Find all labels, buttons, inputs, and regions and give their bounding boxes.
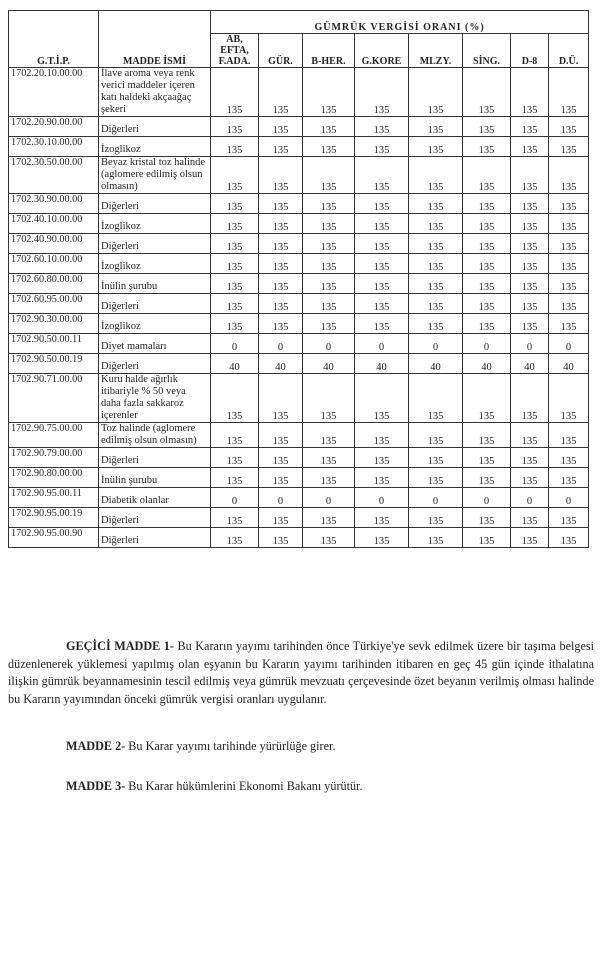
rate-cell: 135 xyxy=(549,448,589,468)
rate-cell: 135 xyxy=(211,214,259,234)
rate-cell: 0 xyxy=(259,488,303,508)
item-name: Diğerleri xyxy=(99,528,211,548)
tariff-code: 1702.60.80.00.00 xyxy=(9,274,99,294)
tariff-code: 1702.60.10.00.00 xyxy=(9,254,99,274)
rate-cell: 40 xyxy=(463,354,511,374)
rate-cell: 0 xyxy=(355,334,409,354)
table-row xyxy=(9,448,589,468)
tariff-code: 1702.90.95.00.11 xyxy=(9,488,99,508)
col-header-rate: SİNG. xyxy=(463,34,511,68)
rate-cell: 135 xyxy=(549,68,589,117)
rate-cell: 135 xyxy=(463,274,511,294)
tariff-code: 1702.90.50.00.11 xyxy=(9,334,99,354)
rate-cell: 135 xyxy=(511,254,549,274)
item-name: Kuru halde ağırlık itibariyle % 50 veya daha fazla sakkaroz içerenler xyxy=(99,374,211,423)
article-2-label: MADDE 2- xyxy=(66,739,126,753)
rate-cell: 135 xyxy=(549,294,589,314)
rate-cell: 135 xyxy=(549,234,589,254)
rate-cell: 135 xyxy=(463,117,511,137)
rate-cell: 135 xyxy=(259,374,303,423)
article-3-label: MADDE 3- xyxy=(66,779,126,793)
rate-cell: 135 xyxy=(259,157,303,194)
item-name: Diabetik olanlar xyxy=(99,488,211,508)
rate-cell: 0 xyxy=(303,488,355,508)
rate-cell: 0 xyxy=(409,334,463,354)
table-row xyxy=(9,194,589,214)
rate-cell: 135 xyxy=(211,508,259,528)
rate-cell: 135 xyxy=(463,214,511,234)
col-header-code: G.T.İ.P. xyxy=(9,11,99,68)
rate-cell: 135 xyxy=(355,294,409,314)
rate-cell: 135 xyxy=(549,423,589,448)
rate-cell: 135 xyxy=(259,423,303,448)
rate-cell: 135 xyxy=(303,274,355,294)
rate-cell: 135 xyxy=(463,374,511,423)
rate-cell: 135 xyxy=(211,254,259,274)
table-row xyxy=(9,354,589,374)
rate-cell: 40 xyxy=(549,354,589,374)
table-row xyxy=(9,254,589,274)
rate-cell: 135 xyxy=(511,137,549,157)
rate-cell: 135 xyxy=(511,294,549,314)
rate-cell: 135 xyxy=(511,68,549,117)
tariff-code: 1702.90.50.00.19 xyxy=(9,354,99,374)
rate-cell: 135 xyxy=(511,234,549,254)
rate-cell: 135 xyxy=(211,68,259,117)
tariff-code: 1702.40.90.00.00 xyxy=(9,234,99,254)
table-row xyxy=(9,68,589,117)
rate-cell: 0 xyxy=(511,488,549,508)
rate-cell: 135 xyxy=(463,157,511,194)
rate-cell: 135 xyxy=(463,508,511,528)
item-name: Diğerleri xyxy=(99,294,211,314)
rate-cell: 135 xyxy=(511,374,549,423)
group-header-rates: GÜMRÜK VERGİSİ ORANI (%) xyxy=(211,11,589,34)
rate-cell: 135 xyxy=(211,274,259,294)
item-name: Diğerleri xyxy=(99,117,211,137)
item-name: İzoglikoz xyxy=(99,254,211,274)
col-header-rate: B-HER. xyxy=(303,34,355,68)
rate-cell: 135 xyxy=(355,528,409,548)
tariff-code: 1702.90.95.00.19 xyxy=(9,508,99,528)
col-header-rate: AB, EFTA, F.ADA. xyxy=(211,34,259,68)
rate-cell: 0 xyxy=(259,334,303,354)
rate-cell: 135 xyxy=(549,137,589,157)
rate-cell: 135 xyxy=(463,423,511,448)
tariff-code: 1702.40.10.00.00 xyxy=(9,214,99,234)
rate-cell: 135 xyxy=(511,194,549,214)
table-row xyxy=(9,374,589,423)
rate-cell: 135 xyxy=(409,68,463,117)
rate-cell: 135 xyxy=(303,294,355,314)
tariff-code: 1702.20.10.00.00 xyxy=(9,68,99,117)
article-3-text: Bu Karar hükümlerini Ekonomi Bakanı yürütür. xyxy=(125,779,363,793)
rate-cell: 135 xyxy=(259,117,303,137)
rate-cell: 135 xyxy=(549,374,589,423)
rate-cell: 135 xyxy=(211,294,259,314)
item-name: Diğerleri xyxy=(99,508,211,528)
rate-cell: 135 xyxy=(511,423,549,448)
item-name: İzoglikoz xyxy=(99,137,211,157)
rate-cell: 0 xyxy=(549,334,589,354)
rate-cell: 135 xyxy=(355,157,409,194)
tariff-code: 1702.90.75.00.00 xyxy=(9,423,99,448)
rate-cell: 0 xyxy=(211,334,259,354)
rate-cell: 135 xyxy=(549,157,589,194)
rate-cell: 135 xyxy=(409,468,463,488)
item-name: İzoglikoz xyxy=(99,314,211,334)
rate-cell: 135 xyxy=(549,214,589,234)
rate-cell: 135 xyxy=(511,214,549,234)
rate-cell: 135 xyxy=(409,234,463,254)
temporary-article-text: Bu Kararın yayımı tarihinden önce Türkiye'ye sevk edilmek üzere bir taşıma belgesi düzenlenerek yüklemesi yapılmış olan eşyanın bu Kararın yayımı tarihinden itibaren en geç 45 gün içinde ithalatına ilişkin gümrük beyannamesinin tescil edilmiş veya gümrük mevzuatı çerçevesinde özet beyanın verilmiş olması halinde bu Kararın yayımından önceki gümrük vergisi oranları uygulanır. xyxy=(8,639,594,706)
rate-cell: 135 xyxy=(259,254,303,274)
rate-cell: 40 xyxy=(355,354,409,374)
rate-cell: 135 xyxy=(259,314,303,334)
rate-cell: 135 xyxy=(303,423,355,448)
rate-cell: 135 xyxy=(303,448,355,468)
rate-cell: 135 xyxy=(463,294,511,314)
rate-cell: 135 xyxy=(303,374,355,423)
rate-cell: 135 xyxy=(303,254,355,274)
tariff-code: 1702.90.79.00.00 xyxy=(9,448,99,468)
rate-cell: 135 xyxy=(355,234,409,254)
item-name: Diğerleri xyxy=(99,448,211,468)
rate-cell: 135 xyxy=(409,194,463,214)
table-row xyxy=(9,274,589,294)
rate-cell: 135 xyxy=(303,508,355,528)
rate-cell: 135 xyxy=(303,468,355,488)
rate-cell: 135 xyxy=(211,374,259,423)
rate-cell: 135 xyxy=(511,314,549,334)
rate-cell: 135 xyxy=(355,68,409,117)
tariff-table xyxy=(8,10,589,548)
item-name: İnülin şurubu xyxy=(99,468,211,488)
table-row xyxy=(9,468,589,488)
rate-cell: 135 xyxy=(259,508,303,528)
rate-cell: 135 xyxy=(259,468,303,488)
rate-cell: 135 xyxy=(259,294,303,314)
rate-cell: 135 xyxy=(409,137,463,157)
rate-cell: 135 xyxy=(355,508,409,528)
rate-cell: 135 xyxy=(409,508,463,528)
article-3 xyxy=(66,778,586,796)
rate-cell: 135 xyxy=(303,157,355,194)
item-name: İlave aroma veya renk verici maddeler içeren katı haldeki akçaağaç şekeri xyxy=(99,68,211,117)
item-name: Diğerleri xyxy=(99,194,211,214)
rate-cell: 0 xyxy=(463,488,511,508)
rate-cell: 135 xyxy=(355,254,409,274)
rate-cell: 135 xyxy=(303,68,355,117)
rate-cell: 135 xyxy=(211,234,259,254)
rate-cell: 135 xyxy=(409,157,463,194)
table-row xyxy=(9,137,589,157)
item-name: İzoglikoz xyxy=(99,214,211,234)
table-row xyxy=(9,294,589,314)
rate-cell: 135 xyxy=(409,294,463,314)
rate-cell: 0 xyxy=(409,488,463,508)
item-name: Diyet mamaları xyxy=(99,334,211,354)
rate-cell: 135 xyxy=(409,528,463,548)
col-header-rate: MLZY. xyxy=(409,34,463,68)
table-row xyxy=(9,508,589,528)
rate-cell: 135 xyxy=(355,374,409,423)
tariff-code: 1702.90.71.00.00 xyxy=(9,374,99,423)
tariff-code: 1702.30.50.00.00 xyxy=(9,157,99,194)
rate-cell: 135 xyxy=(303,234,355,254)
rate-cell: 135 xyxy=(409,423,463,448)
rate-cell: 135 xyxy=(259,234,303,254)
rate-cell: 135 xyxy=(463,234,511,254)
rate-cell: 0 xyxy=(511,334,549,354)
table-row xyxy=(9,214,589,234)
rate-cell: 135 xyxy=(303,314,355,334)
rate-cell: 135 xyxy=(549,508,589,528)
temporary-article xyxy=(8,638,594,708)
rate-cell: 135 xyxy=(303,214,355,234)
rate-cell: 135 xyxy=(259,214,303,234)
rate-cell: 135 xyxy=(409,254,463,274)
rate-cell: 135 xyxy=(549,254,589,274)
rate-cell: 135 xyxy=(409,374,463,423)
rate-cell: 135 xyxy=(211,117,259,137)
item-name: Toz halinde (aglomere edilmiş olsun olmasın) xyxy=(99,423,211,448)
rate-cell: 135 xyxy=(511,528,549,548)
rate-cell: 135 xyxy=(211,194,259,214)
rate-cell: 135 xyxy=(259,194,303,214)
tariff-code: 1702.90.80.00.00 xyxy=(9,468,99,488)
rate-cell: 0 xyxy=(211,488,259,508)
rate-cell: 135 xyxy=(355,274,409,294)
table-row xyxy=(9,488,589,508)
item-name: Diğerleri xyxy=(99,234,211,254)
rate-cell: 135 xyxy=(355,423,409,448)
rate-cell: 135 xyxy=(303,194,355,214)
rate-cell: 135 xyxy=(511,274,549,294)
col-header-rate: D-8 xyxy=(511,34,549,68)
rate-cell: 135 xyxy=(511,508,549,528)
rate-cell: 135 xyxy=(549,468,589,488)
rate-cell: 135 xyxy=(355,314,409,334)
rate-cell: 135 xyxy=(511,117,549,137)
rate-cell: 135 xyxy=(211,423,259,448)
rate-cell: 135 xyxy=(259,137,303,157)
rate-cell: 135 xyxy=(409,214,463,234)
rate-cell: 135 xyxy=(259,68,303,117)
col-header-rate: GÜR. xyxy=(259,34,303,68)
rate-cell: 135 xyxy=(549,117,589,137)
rate-cell: 135 xyxy=(409,448,463,468)
rate-cell: 135 xyxy=(211,448,259,468)
rate-cell: 135 xyxy=(303,117,355,137)
rate-cell: 135 xyxy=(463,254,511,274)
rate-cell: 40 xyxy=(303,354,355,374)
rate-cell: 135 xyxy=(303,137,355,157)
table-row xyxy=(9,234,589,254)
rate-cell: 135 xyxy=(211,314,259,334)
rate-cell: 135 xyxy=(511,157,549,194)
rate-cell: 0 xyxy=(549,488,589,508)
article-2-text: Bu Karar yayımı tarihinde yürürlüğe girer. xyxy=(125,739,336,753)
rate-cell: 135 xyxy=(303,528,355,548)
rate-cell: 135 xyxy=(549,274,589,294)
rate-cell: 135 xyxy=(355,214,409,234)
tariff-code: 1702.30.90.00.00 xyxy=(9,194,99,214)
table-row xyxy=(9,528,589,548)
table-row xyxy=(9,334,589,354)
rate-cell: 0 xyxy=(463,334,511,354)
rate-cell: 135 xyxy=(463,468,511,488)
rate-cell: 40 xyxy=(211,354,259,374)
rate-cell: 135 xyxy=(409,274,463,294)
item-name: Diğerleri xyxy=(99,354,211,374)
rate-cell: 135 xyxy=(211,468,259,488)
rate-cell: 135 xyxy=(355,194,409,214)
rate-cell: 135 xyxy=(211,528,259,548)
rate-cell: 135 xyxy=(259,274,303,294)
rate-cell: 40 xyxy=(259,354,303,374)
tariff-body xyxy=(9,68,589,548)
col-header-name: MADDE İSMİ xyxy=(99,11,211,68)
rate-cell: 135 xyxy=(511,468,549,488)
rate-cell: 135 xyxy=(355,117,409,137)
tariff-code: 1702.20.90.00.00 xyxy=(9,117,99,137)
rate-cell: 0 xyxy=(355,488,409,508)
tariff-code: 1702.90.95.00.90 xyxy=(9,528,99,548)
rate-cell: 135 xyxy=(463,194,511,214)
rate-cell: 135 xyxy=(463,314,511,334)
rate-cell: 135 xyxy=(549,528,589,548)
rate-cell: 135 xyxy=(409,314,463,334)
rate-cell: 135 xyxy=(211,157,259,194)
tariff-code: 1702.90.30.00.00 xyxy=(9,314,99,334)
rate-cell: 40 xyxy=(511,354,549,374)
rate-cell: 0 xyxy=(303,334,355,354)
rate-cell: 135 xyxy=(211,137,259,157)
rate-cell: 135 xyxy=(463,448,511,468)
tariff-code: 1702.60.95.00.00 xyxy=(9,294,99,314)
rate-cell: 40 xyxy=(409,354,463,374)
rate-cell: 135 xyxy=(549,314,589,334)
rate-cell: 135 xyxy=(463,68,511,117)
rate-cell: 135 xyxy=(355,448,409,468)
table-row xyxy=(9,157,589,194)
rate-cell: 135 xyxy=(259,448,303,468)
rate-cell: 135 xyxy=(355,137,409,157)
rate-cell: 135 xyxy=(409,117,463,137)
rate-cell: 135 xyxy=(549,194,589,214)
table-row xyxy=(9,314,589,334)
col-header-rate: G.KORE xyxy=(355,34,409,68)
rate-cell: 135 xyxy=(259,528,303,548)
rate-cell: 135 xyxy=(463,528,511,548)
item-name: Beyaz kristal toz halinde (aglomere edilmiş olsun olmasın) xyxy=(99,157,211,194)
rate-cell: 135 xyxy=(355,468,409,488)
table-row xyxy=(9,117,589,137)
item-name: İnülin şurubu xyxy=(99,274,211,294)
table-row xyxy=(9,423,589,448)
article-2 xyxy=(66,738,586,756)
rate-cell: 135 xyxy=(463,137,511,157)
tariff-code: 1702.30.10.00.00 xyxy=(9,137,99,157)
rate-cell: 135 xyxy=(511,448,549,468)
col-header-rate: D.Ü. xyxy=(549,34,589,68)
temporary-article-label: GEÇİCİ MADDE 1- xyxy=(66,639,174,653)
